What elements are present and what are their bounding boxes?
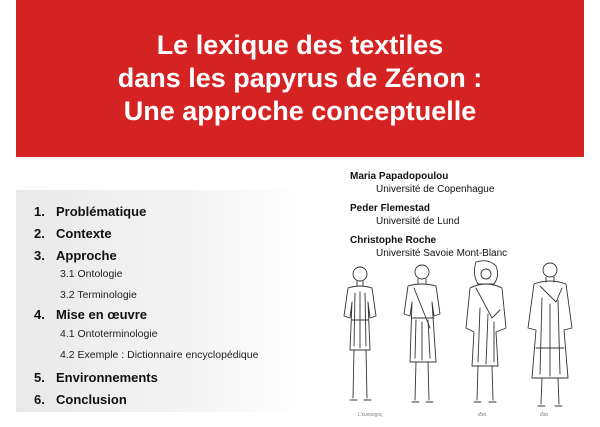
svg-text:L'ευνουχος: L'ευνουχος [358, 412, 383, 418]
author-roche [350, 234, 590, 260]
outline-subitem-exemple: 4.2 Exemple : Dictionnaire encyclopédique [60, 349, 259, 361]
author-name: Maria Papadopoulou [350, 171, 449, 182]
outline-item-problematique: 1. Problématique [34, 204, 147, 219]
svg-text:ιδια: ιδια [478, 412, 486, 418]
outline-item-conclusion: 6. Conclusion [34, 392, 127, 407]
outline-item-mise-en-oeuvre: 4. Mise en œuvre [34, 307, 148, 322]
outline-item-approche: 3. Approche [34, 248, 117, 263]
outline-item-contexte: 2. Contexte [34, 226, 112, 241]
svg-text:ιδια: ιδια [540, 412, 548, 418]
outline-subitem-ontoterminologie: 4.1 Ontoterminologie [60, 328, 158, 340]
author-flemestad [350, 202, 590, 228]
outline-subitem-ontologie: 3.1 Ontologie [60, 268, 123, 280]
figure-tunic-short [344, 267, 376, 400]
author-name: Christophe Roche [350, 235, 437, 246]
figure-long-robe [528, 263, 572, 406]
author-name: Peder Flemestad [350, 203, 431, 214]
title-line-2: dans les papyrus de Zénon : [117, 63, 483, 93]
author-affiliation: Université de Lund [376, 216, 460, 227]
figure-hooded-mantle [466, 261, 506, 402]
author-papadopoulou [350, 170, 590, 196]
figure-tunic-draped [404, 265, 440, 402]
authors-block [350, 170, 590, 266]
garment-illustration [330, 258, 592, 422]
author-affiliation: Université de Copenhague [376, 184, 495, 195]
title-line-1: Le lexique des textiles [156, 30, 444, 60]
title-banner [16, 0, 584, 157]
author-affiliation: Université Savoie Mont-Blanc [376, 248, 508, 259]
outline-subitem-terminologie: 3.2 Terminologie [60, 289, 137, 301]
outline-item-environnements: 5. Environnements [34, 370, 158, 385]
outline-panel [16, 190, 306, 412]
title-line-3: Une approche conceptuelle [123, 96, 477, 126]
